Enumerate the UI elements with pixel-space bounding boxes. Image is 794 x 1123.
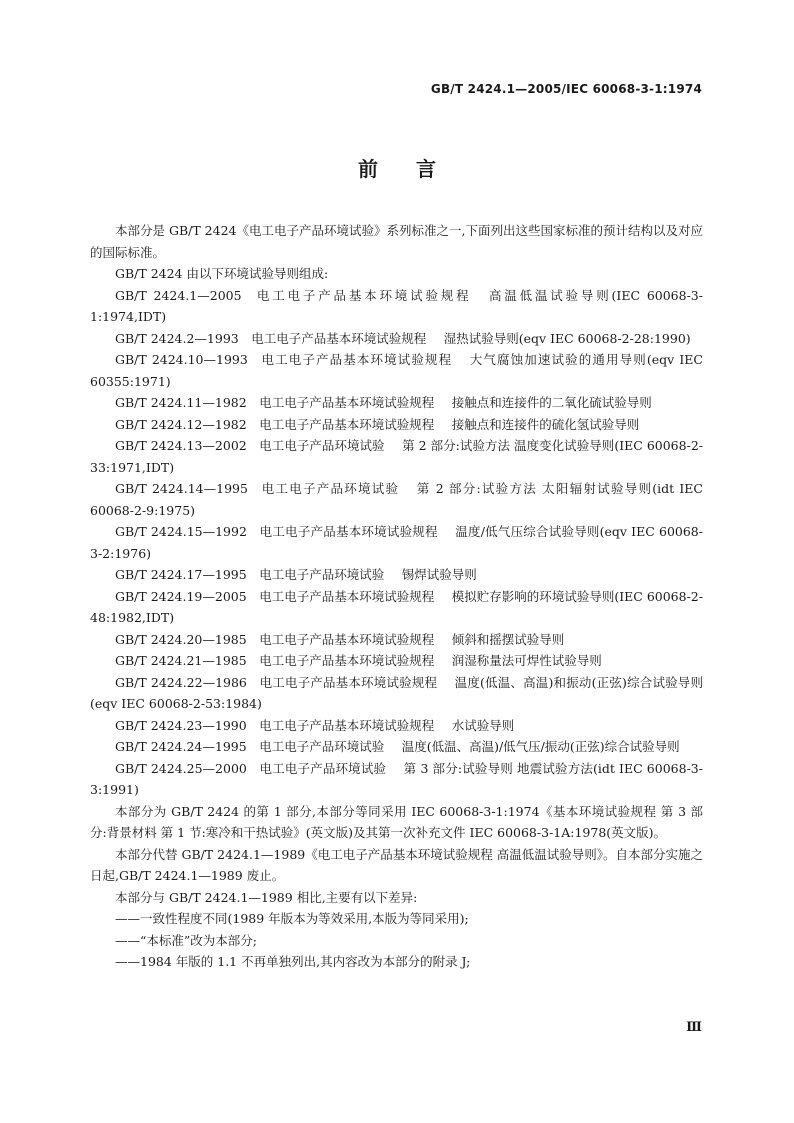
difference-item: ——“本标准”改为本部分;	[115, 932, 257, 948]
standard-code: GB/T 2424.15—1992	[115, 524, 247, 539]
standard-item	[90, 736, 703, 758]
standard-item	[90, 586, 703, 629]
standard-name: 电工电子产品基本环境试验规程	[259, 524, 438, 539]
standard-detail: 水试验导则	[451, 717, 515, 733]
standard-detail: 温度/低气压综合试验导则(eqv IEC 60068-3-2:1976)	[90, 524, 703, 561]
standard-detail: 接触点和连接件的二氧化硫试验导则	[451, 395, 652, 410]
standards-list	[90, 285, 703, 801]
standard-detail: 接触点和连接件的硫化氢试验导则	[451, 416, 640, 432]
standard-code: GB/T 2424.19—2005	[115, 588, 247, 604]
standard-detail: 第 2 部分:试验方法 太阳辐射试验导则(idt IEC 60068-2-9:1975)	[90, 481, 703, 518]
intro-paragraph: 本部分是 GB/T 2424《电工电子产品环境试验》系列标准之一,下面列出这些国家标准的预计结构以及对应的国际标准。	[90, 223, 703, 260]
standard-name: 电工电子产品基本环境试验规程	[259, 674, 438, 690]
replacement-paragraph: 本部分代替 GB/T 2424.1—1989《电工电子产品基本环境试验规程 高温低温试验导则》。自本部分实施之日起,GB/T 2424.1—1989 废止。	[90, 846, 703, 883]
differences-paragraph: 本部分与 GB/T 2424.1—1989 相比,主要有以下差异:	[115, 889, 418, 905]
standard-item	[90, 414, 703, 436]
standard-name: 电工电子产品基本环境试验规程	[259, 631, 435, 647]
standard-name: 电工电子产品基本环境试验规程	[251, 330, 427, 346]
standard-detail: 温度(低温、高温)/低气压/振动(正弦)综合试验导则	[401, 739, 680, 754]
standard-code: GB/T 2424.1—2005	[115, 287, 242, 303]
standard-name: 电工电子产品基本环境试验规程	[259, 717, 435, 733]
standard-code: GB/T 2424.12—1982	[115, 416, 247, 432]
standard-detail: 模拟贮存影响的环境试验导则(IEC 60068-2-48:1982,IDT)	[90, 588, 703, 625]
standard-number-header: GB/T 2424.1—2005/IEC 60068-3-1:1974	[430, 82, 702, 96]
standard-detail: 润湿称量法可焊性试验导则	[451, 653, 602, 668]
standard-item	[90, 435, 703, 478]
difference-item: ——1984 年版的 1.1 不再单独列出,其内容改为本部分的附录 J;	[115, 954, 471, 969]
standard-item	[90, 715, 703, 737]
standard-name: 电工电子产品环境试验	[259, 739, 385, 754]
page-title: 前言	[358, 157, 474, 181]
standard-item	[90, 349, 703, 392]
equivalence-paragraph: 本部分为 GB/T 2424 的第 1 部分,本部分等同采用 IEC 60068-3-1:1974《基本环境试验规程 第 3 部分:背景材料 第 1 节:寒冷和干热试验》(英文版)及其第一次补充文件 IEC 60068-3-1A:1978(英文版)。	[90, 803, 703, 840]
list-intro: GB/T 2424 由以下环境试验导则组成:	[115, 266, 329, 281]
standard-item	[90, 328, 703, 350]
standard-detail: 倾斜和摇摆试验导则	[451, 631, 565, 647]
differences-list	[90, 908, 703, 973]
standard-detail: 第 3 部分:试验导则 地震试验方法(idt IEC 60068-3-3:1991)	[90, 760, 703, 797]
standard-item	[90, 564, 703, 586]
standard-item	[90, 629, 703, 651]
standard-code: GB/T 2424.2—1993	[115, 330, 239, 346]
page-number: Ⅲ	[686, 1020, 702, 1035]
standard-item	[90, 392, 703, 414]
standard-item	[90, 521, 703, 564]
standard-detail: 大气腐蚀加速试验的通用导则(eqv IEC 60355:1971)	[90, 352, 703, 389]
standard-item	[90, 758, 703, 801]
difference-item: ——一致性程度不同(1989 年版本为等效采用,本版为等同采用);	[115, 911, 469, 926]
standard-name: 电工电子产品环境试验	[260, 481, 400, 496]
standard-code: GB/T 2424.21—1985	[115, 653, 247, 668]
standard-item	[90, 478, 703, 521]
standard-item	[90, 672, 703, 715]
standard-detail: 锡焊试验导则	[401, 567, 477, 582]
standard-code: GB/T 2424.20—1985	[115, 631, 247, 647]
standard-name: 电工电子产品基本环境试验规程	[259, 395, 435, 410]
standard-name: 电工电子产品基本环境试验规程	[259, 588, 435, 604]
standard-name: 电工电子产品基本环境试验规程	[260, 352, 453, 367]
document-body	[90, 220, 703, 973]
standard-code: GB/T 2424.10—1993	[115, 352, 248, 367]
standard-detail: 温度(低温、高温)和振动(正弦)综合试验导则(eqv IEC 60068-2-53:1984)	[90, 674, 703, 711]
standard-name: 电工电子产品基本环境试验规程	[254, 287, 472, 303]
standard-code: GB/T 2424.24—1995	[115, 739, 247, 754]
standard-item	[90, 650, 703, 672]
standard-code: GB/T 2424.17—1995	[115, 567, 247, 582]
standard-name: 电工电子产品环境试验	[259, 760, 387, 776]
standard-code: GB/T 2424.22—1986	[115, 674, 247, 690]
standard-code: GB/T 2424.13—2002	[115, 438, 247, 453]
standard-item	[90, 285, 703, 328]
standard-detail: 第 2 部分:试验方法 温度变化试验导则(IEC 60068-2-33:1971,IDT)	[90, 438, 703, 475]
standard-name: 电工电子产品基本环境试验规程	[259, 653, 435, 668]
standard-code: GB/T 2424.14—1995	[115, 481, 248, 496]
standard-detail: 湿热试验导则(eqv IEC 60068-2-28:1990)	[443, 330, 691, 346]
standard-name: 电工电子产品环境试验	[259, 567, 385, 582]
standard-code: GB/T 2424.25—2000	[115, 760, 247, 776]
standard-name: 电工电子产品环境试验	[259, 438, 385, 453]
standard-name: 电工电子产品基本环境试验规程	[259, 416, 435, 432]
standard-detail: 高温低温试验导则(IEC 60068-3-1:1974,IDT)	[90, 287, 703, 324]
standard-code: GB/T 2424.23—1990	[115, 717, 247, 733]
standard-code: GB/T 2424.11—1982	[115, 395, 247, 410]
